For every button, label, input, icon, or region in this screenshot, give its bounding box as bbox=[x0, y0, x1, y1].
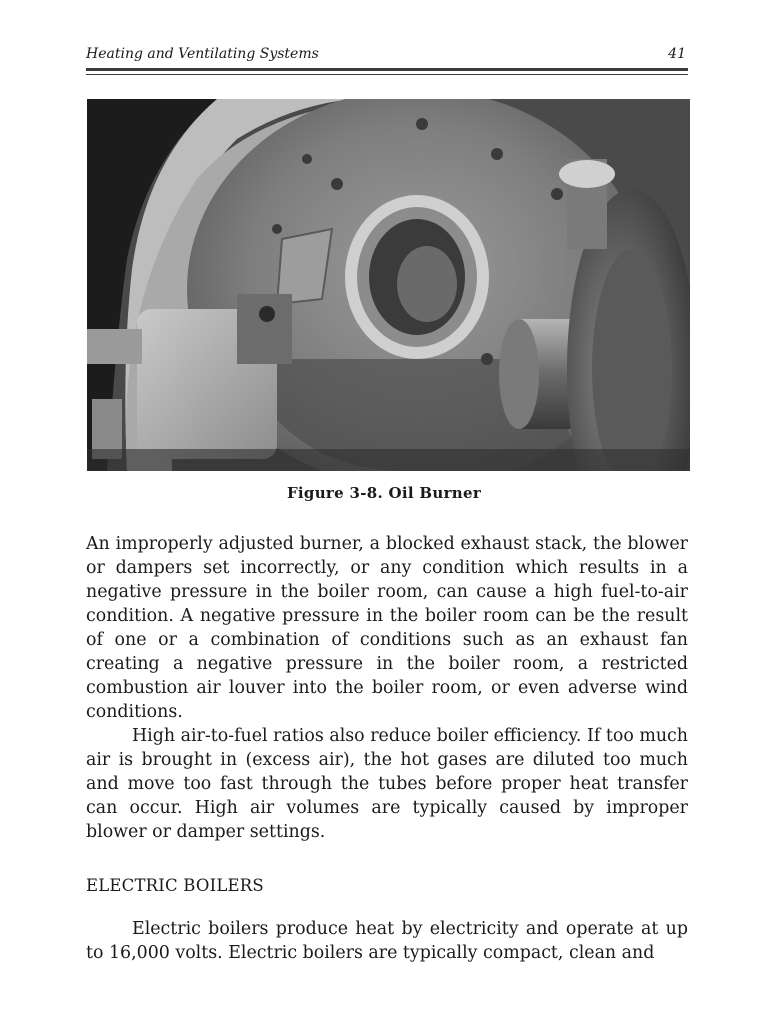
section-heading: ELECTRIC BOILERS bbox=[86, 876, 264, 895]
oil-burner-photo bbox=[87, 99, 690, 471]
figure-caption: Figure 3-8. Oil Burner bbox=[286, 484, 482, 502]
body-paragraph-3: Electric boilers produce heat by electricity and operate at up to 16,000 volts. Electric boilers are typically compact, clean and bbox=[86, 919, 688, 963]
running-title: Heating and Ventilating Systems bbox=[86, 46, 319, 62]
body-paragraph-2: High air-to-fuel ratios also reduce boiler efficiency. If too much air is brought in (excess air), the hot gases are diluted too much and move too fast through the tubes before proper heat transfer can occur. High air volumes are typically caused by improper blower or damper settings. bbox=[86, 726, 688, 842]
page-number: 41 bbox=[668, 46, 686, 62]
header-rule-thick bbox=[86, 68, 688, 71]
header-rule-thin bbox=[86, 74, 688, 75]
body-paragraph-1: An improperly adjusted burner, a blocked exhaust stack, the blower or dampers set incorrectly, or any condition which results in a negative pressure in the boiler room, can cause a high fuel-to-air condition. A negative pressure in the boiler room can be the result of one or a combination of conditions such as an exhaust fan creating a negative pressure in the boiler room, a restricted combustion air louver into the boiler room, or even adverse wind conditions. bbox=[86, 534, 688, 722]
running-header bbox=[86, 46, 688, 66]
